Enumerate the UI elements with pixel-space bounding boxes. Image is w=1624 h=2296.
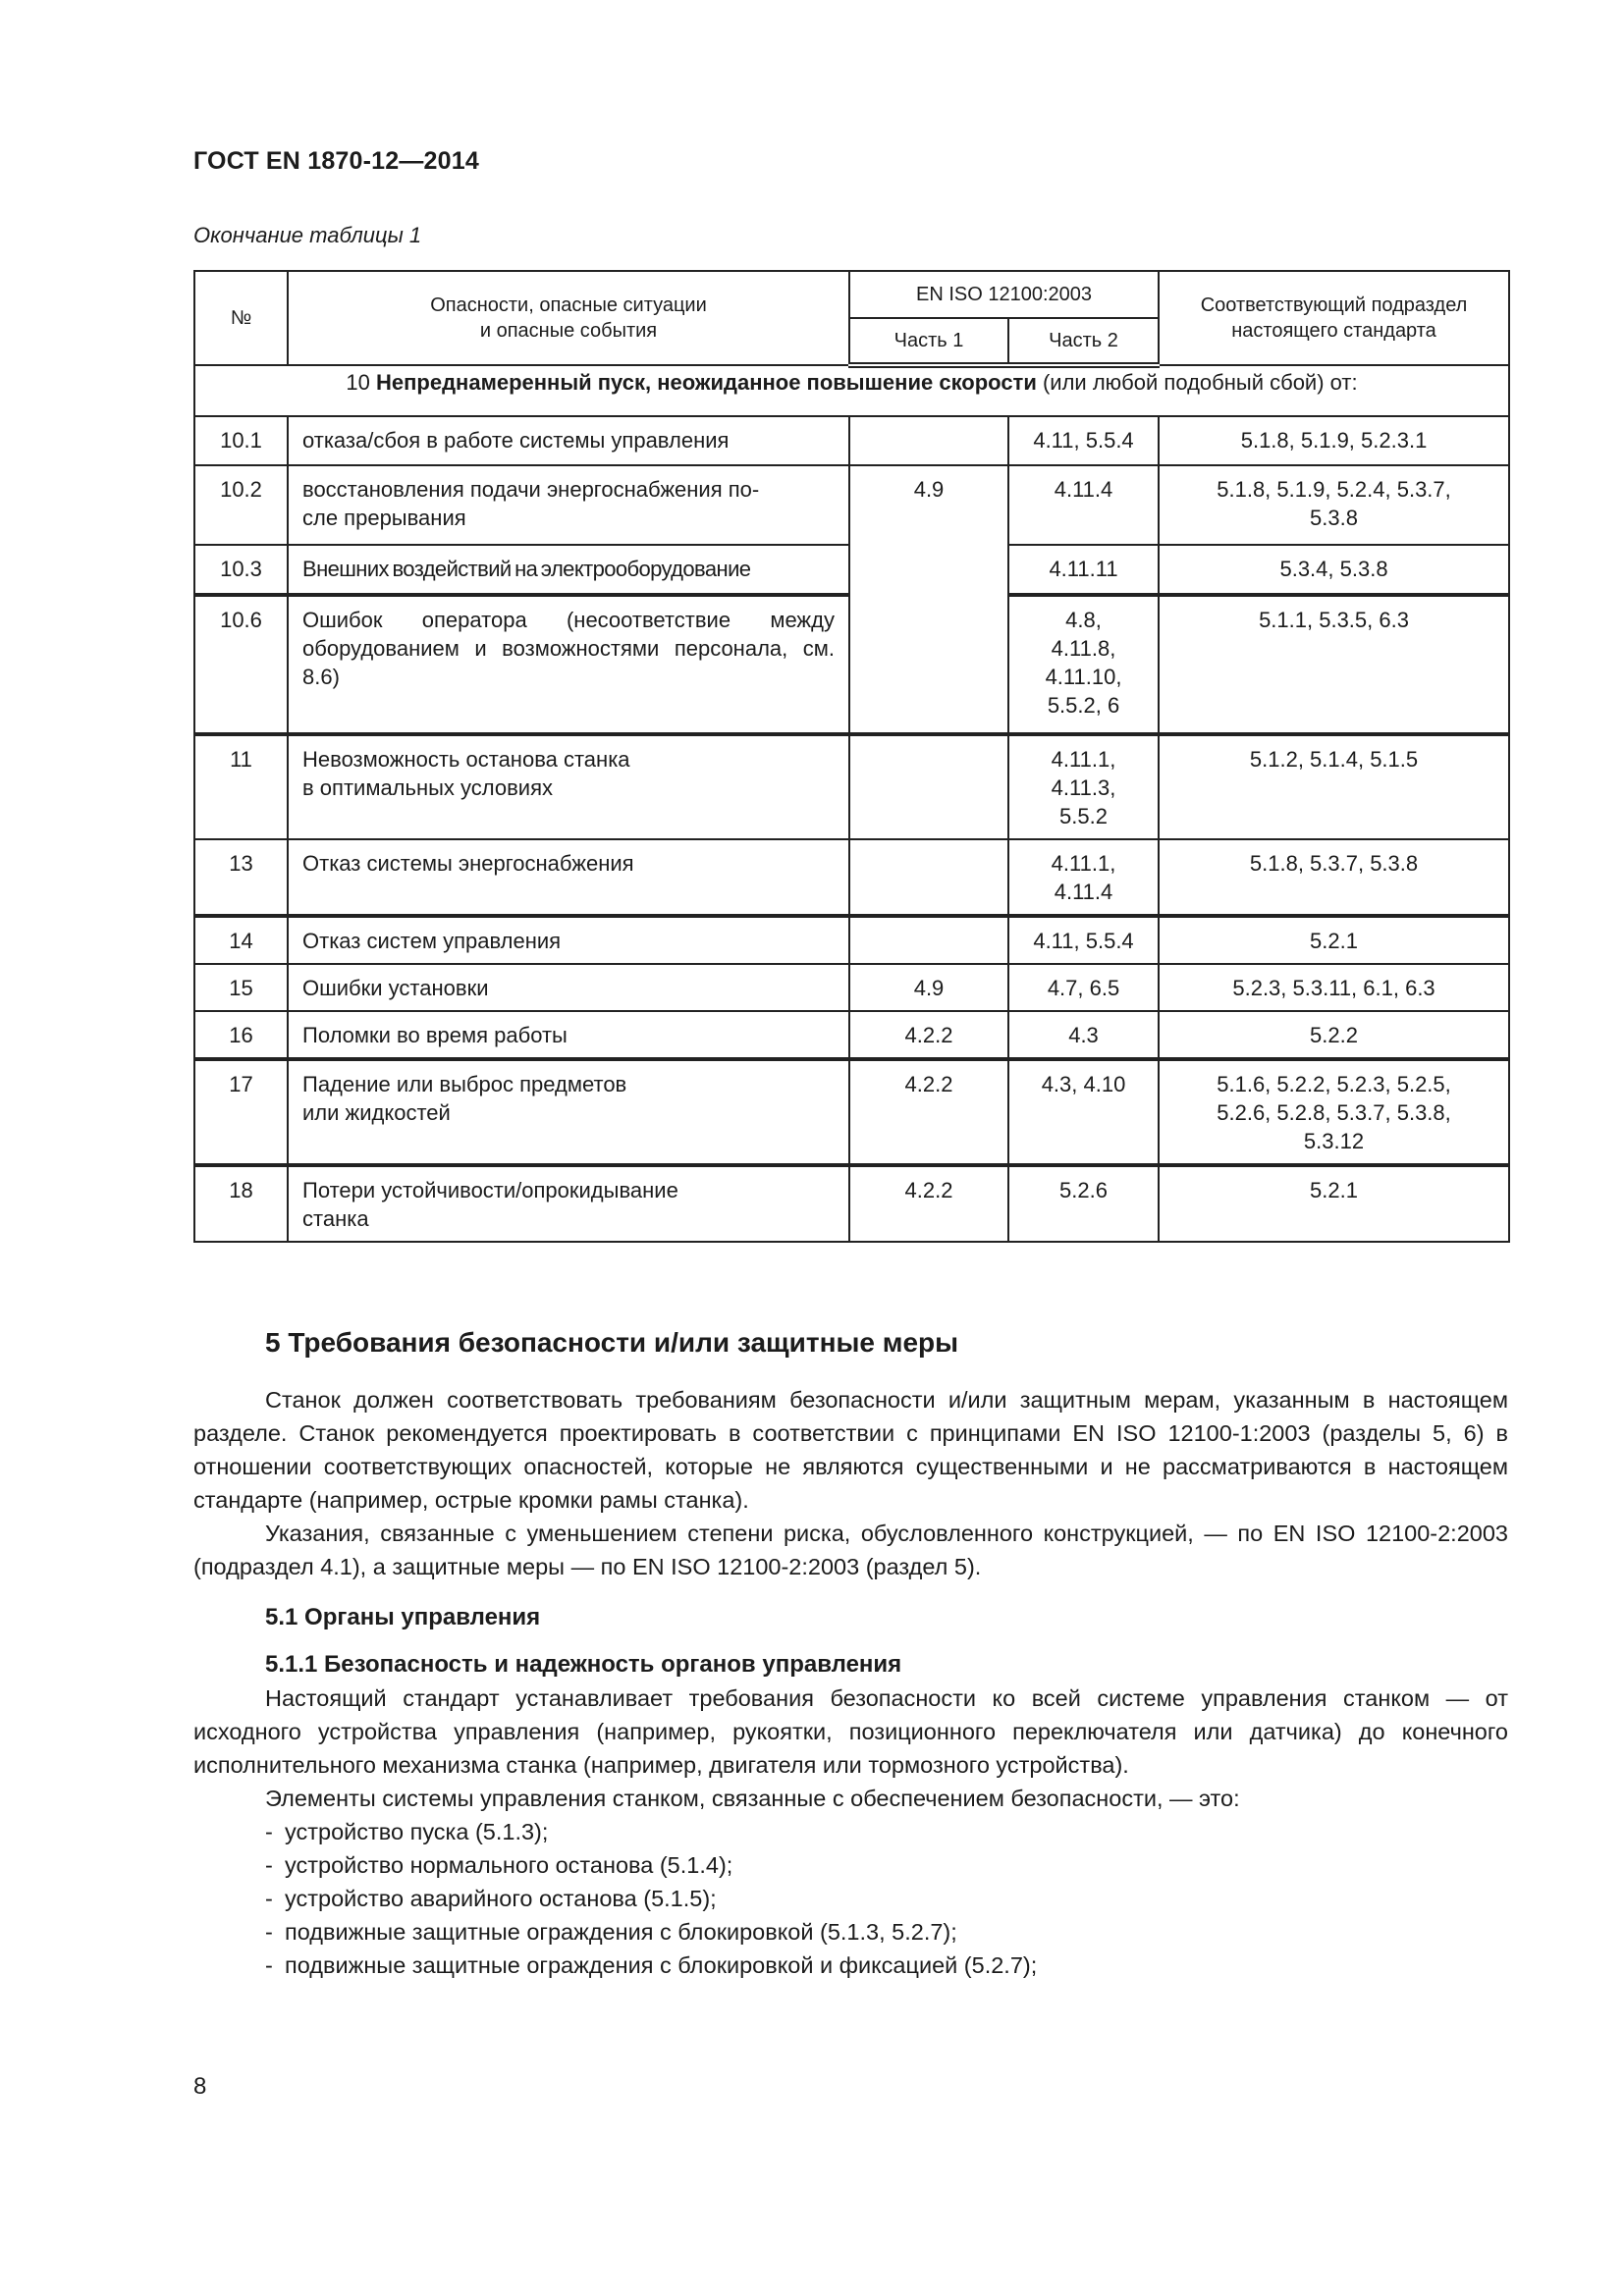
row-part2: 4.3, 4.10 [1008, 1059, 1159, 1165]
list-item: - подвижные защитные ограждения с блокировкой (5.1.3, 5.2.7); [265, 1915, 1508, 1949]
row-part1: 4.2.2 [849, 1165, 1008, 1242]
list-item: - подвижные защитные ограждения с блокировкой и фиксацией (5.2.7); [265, 1949, 1508, 1982]
row-part2: 4.11.1, 4.11.3, 5.5.2 [1008, 734, 1159, 839]
table-row [194, 1011, 1509, 1059]
row-hazard: отказа/сбоя в работе системы управления [288, 416, 849, 465]
column-header-subclause: Соответствующий подраздел настоящего стандарта [1159, 271, 1509, 365]
table-row [194, 465, 1509, 545]
row-hazard: Отказ системы энергоснабжения [288, 839, 849, 916]
hazards-table [193, 270, 1510, 1243]
section-5-1-heading: 5.1 Органы управления [265, 1604, 541, 1630]
table-row [194, 916, 1509, 964]
section-suffix: (или любой подобный сбой) от: [1036, 370, 1358, 395]
section-5-paragraph-1: Станок должен соответствовать требованиям безопасности и/или защитным мерам, указанным в настоящем разделе. Станок рекомендуется проектировать в соответствии с принципами EN ISO 12100-1:2003 (разделы 5, 6) в отношении соответствующих опасностей, которые не являются существенными и не рассматриваются в настоящем стандарте (например, острые кромки рамы станка). [193, 1387, 1508, 1513]
section-5-1-1-heading: 5.1.1 Безопасность и надежность органов управления [265, 1651, 902, 1678]
table-row [194, 416, 1509, 465]
row-subclause: 5.1.1, 5.3.5, 6.3 [1159, 595, 1509, 734]
row-hazard: Падение или выброс предметов или жидкостей [288, 1059, 849, 1165]
row-part2: 4.8, 4.11.8, 4.11.10, 5.5.2, 6 [1008, 595, 1159, 734]
row-part1: 4.9 [849, 964, 1008, 1011]
row-subclause: 5.2.1 [1159, 916, 1509, 964]
row-part2: 4.11.1, 4.11.4 [1008, 839, 1159, 916]
section-5-1-1-paragraph-1: Настоящий стандарт устанавливает требования безопасности ко всей системе управления станком — от исходного устройства управления (например, рукоятки, позиционного переключателя или датчика) до конечного исполнительного механизма станка (например, двигателя или тормозного устройства). [193, 1685, 1508, 1778]
row-part2: 4.3 [1008, 1011, 1159, 1059]
row-subclause: 5.1.8, 5.1.9, 5.2.3.1 [1159, 416, 1509, 465]
row-number: 10.6 [194, 595, 288, 734]
table-row [194, 839, 1509, 916]
section-title: Непреднамеренный пуск, неожиданное повышение скорости [376, 370, 1037, 395]
row-part1 [849, 416, 1008, 465]
row-part2: 4.11, 5.5.4 [1008, 416, 1159, 465]
section-number: 10 [346, 370, 376, 395]
page-number: 8 [193, 2073, 207, 2100]
row-part1 [849, 734, 1008, 839]
table-section-row [194, 365, 1509, 416]
row-hazard: восстановления подачи энергоснабжения по- сле прерывания [288, 465, 849, 545]
row-part2: 4.7, 6.5 [1008, 964, 1159, 1011]
safety-elements-list [193, 1815, 1508, 1982]
row-subclause: 5.1.6, 5.2.2, 5.2.3, 5.2.5, 5.2.6, 5.2.8, 5.3.7, 5.3.8, 5.3.12 [1159, 1059, 1509, 1165]
row-number: 10.2 [194, 465, 288, 545]
row-number: 16 [194, 1011, 288, 1059]
column-header-iso: EN ISO 12100:2003 [849, 271, 1159, 318]
column-header-no: № [194, 271, 288, 365]
row-subclause: 5.1.8, 5.1.9, 5.2.4, 5.3.7, 5.3.8 [1159, 465, 1509, 545]
row-number: 15 [194, 964, 288, 1011]
row-number: 17 [194, 1059, 288, 1165]
row-subclause: 5.2.1 [1159, 1165, 1509, 1242]
table-row [194, 1059, 1509, 1165]
row-hazard: Потери устойчивости/опрокидывание станка [288, 1165, 849, 1242]
section-5-paragraph-2: Указания, связанные с уменьшением степени риска, обусловленного конструкцией, — по EN ISO 12100-2:2003 (подраздел 4.1), а защитные меры — по EN ISO 12100-2:2003 (раздел 5). [193, 1521, 1508, 1579]
row-number: 10.3 [194, 545, 288, 595]
row-part2: 4.11.4 [1008, 465, 1159, 545]
row-part1 [849, 839, 1008, 916]
table-row [194, 734, 1509, 839]
row-subclause: 5.1.2, 5.1.4, 5.1.5 [1159, 734, 1509, 839]
section-5-body [193, 1325, 1508, 1982]
row-number: 13 [194, 839, 288, 916]
list-item: - устройство нормального останова (5.1.4); [265, 1848, 1508, 1882]
table-caption: Окончание таблицы 1 [193, 223, 422, 247]
row-number: 18 [194, 1165, 288, 1242]
row-subclause: 5.3.4, 5.3.8 [1159, 545, 1509, 595]
table-row [194, 964, 1509, 1011]
document-title: ГОСТ EN 1870-12—2014 [193, 147, 479, 175]
list-item: - устройство аварийного останова (5.1.5); [265, 1882, 1508, 1915]
section-5-heading: 5 Требования безопасности и/или защитные меры [265, 1327, 959, 1358]
row-hazard: Ошибок оператора (несоответствие между оборудованием и возможностями персонала, см. 8.6) [288, 595, 849, 734]
section-5-1-1-paragraph-2: Элементы системы управления станком, связанные с обеспечением безопасности, — это: [265, 1786, 1240, 1811]
row-part2: 4.11.11 [1008, 545, 1159, 595]
column-header-hazards: Опасности, опасные ситуации и опасные события [288, 271, 849, 365]
row-part2: 5.2.6 [1008, 1165, 1159, 1242]
row-part1 [849, 916, 1008, 964]
row-hazard: Невозможность останова станка в оптимальных условиях [288, 734, 849, 839]
row-part1: 4.2.2 [849, 1059, 1008, 1165]
row-number: 14 [194, 916, 288, 964]
row-subclause: 5.2.2 [1159, 1011, 1509, 1059]
row-subclause: 5.1.8, 5.3.7, 5.3.8 [1159, 839, 1509, 916]
row-hazard: Внешних воздействий на электрооборудование [288, 545, 849, 595]
row-number: 11 [194, 734, 288, 839]
row-number: 10.1 [194, 416, 288, 465]
row-hazard: Ошибки установки [288, 964, 849, 1011]
row-part1: 4.2.2 [849, 1011, 1008, 1059]
row-hazard: Поломки во время работы [288, 1011, 849, 1059]
column-header-part2: Часть 2 [1008, 318, 1159, 365]
row-part2: 4.11, 5.5.4 [1008, 916, 1159, 964]
row-subclause: 5.2.3, 5.3.11, 6.1, 6.3 [1159, 964, 1509, 1011]
table-row [194, 1165, 1509, 1242]
row-hazard: Отказ систем управления [288, 916, 849, 964]
column-header-part1: Часть 1 [849, 318, 1008, 365]
row-part1-merged: 4.9 [849, 465, 1008, 734]
list-item: - устройство пуска (5.1.3); [265, 1815, 1508, 1848]
